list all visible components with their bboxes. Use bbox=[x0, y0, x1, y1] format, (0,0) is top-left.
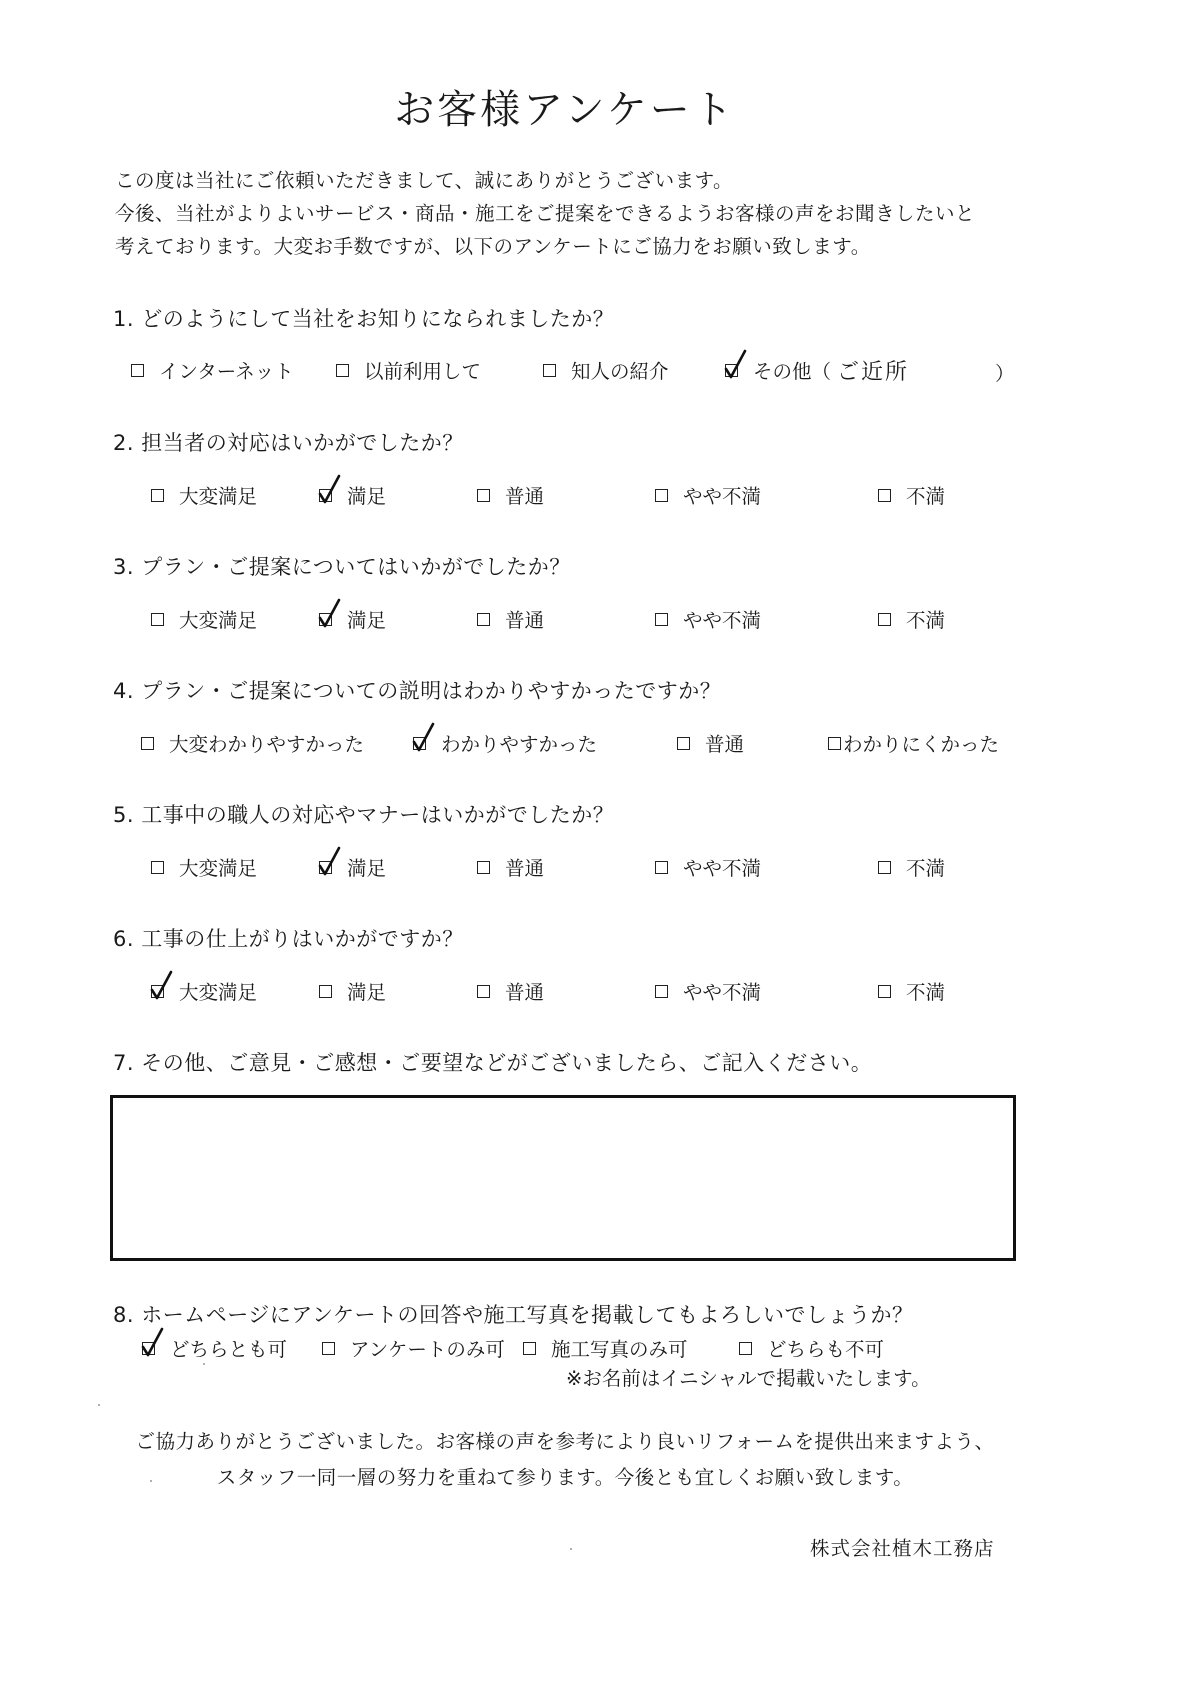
q6-option-very-satisfied[interactable]: 大変満足 bbox=[151, 976, 257, 1006]
checkbox[interactable] bbox=[878, 861, 891, 874]
q1-option-other[interactable]: その他（ ご近所 bbox=[725, 355, 909, 385]
scan-speck bbox=[150, 1480, 152, 1482]
q4-option-clear[interactable]: わかりやすかった bbox=[413, 728, 597, 758]
check-mark-icon bbox=[149, 970, 175, 1002]
checkbox[interactable] bbox=[336, 364, 349, 377]
page-title: お客様アンケート bbox=[394, 87, 736, 133]
check-mark-icon bbox=[723, 349, 749, 381]
question-8: 8. ホームページにアンケートの回答や施工写真を掲載してもよろしいでしょうか？ bbox=[113, 1303, 914, 1327]
checkbox-checked[interactable] bbox=[319, 613, 332, 626]
check-mark-icon bbox=[317, 598, 343, 630]
checkbox-checked[interactable] bbox=[319, 489, 332, 502]
checkbox[interactable] bbox=[878, 985, 891, 998]
question-6: 6. 工事の仕上がりはいかがですか？ bbox=[113, 927, 464, 951]
q6-option-satisfied[interactable]: 満足 bbox=[319, 976, 386, 1006]
checkbox-checked[interactable] bbox=[413, 737, 426, 750]
checkbox-checked[interactable] bbox=[142, 1342, 155, 1355]
checkbox[interactable] bbox=[543, 364, 556, 377]
checkbox[interactable] bbox=[655, 613, 668, 626]
q1-option-previous[interactable]: 以前利用して bbox=[336, 355, 481, 385]
q3-option-satisfied[interactable]: 満足 bbox=[319, 604, 386, 634]
scan-speck bbox=[98, 1404, 100, 1406]
question-1: 1. どのようにして当社をお知りになられましたか？ bbox=[113, 307, 615, 331]
checkbox[interactable] bbox=[322, 1342, 335, 1355]
checkbox[interactable] bbox=[477, 985, 490, 998]
check-mark-icon bbox=[317, 474, 343, 506]
scan-speck bbox=[570, 1548, 572, 1550]
checkbox[interactable] bbox=[319, 985, 332, 998]
intro-text bbox=[115, 164, 1055, 263]
checkbox[interactable] bbox=[655, 861, 668, 874]
checkbox[interactable] bbox=[655, 489, 668, 502]
q5-option-satisfied[interactable]: 満足 bbox=[319, 852, 386, 882]
checkbox[interactable] bbox=[677, 737, 690, 750]
check-mark-icon bbox=[317, 846, 343, 878]
checkbox[interactable] bbox=[828, 737, 841, 750]
question-2: 2. 担当者の対応はいかがでしたか？ bbox=[113, 431, 464, 455]
checkbox[interactable] bbox=[739, 1342, 752, 1355]
intro-line: この度は当社にご依頼いただきまして、誠にありがとうございます。 bbox=[115, 169, 734, 192]
closing-text bbox=[0, 1424, 1130, 1496]
q8-option-neither[interactable]: どちらも不可 bbox=[739, 1333, 884, 1363]
q3-option-dissatisfied[interactable]: 不満 bbox=[878, 604, 945, 634]
comment-textarea[interactable] bbox=[110, 1095, 1016, 1261]
q4-option-very-clear[interactable]: 大変わかりやすかった bbox=[141, 728, 364, 758]
question-3: 3. プラン・ご提案についてはいかがでしたか？ bbox=[113, 555, 571, 579]
q2-option-dissatisfied[interactable]: 不満 bbox=[878, 480, 945, 510]
q3-option-normal[interactable]: 普通 bbox=[477, 604, 544, 634]
checkbox-checked[interactable] bbox=[151, 985, 164, 998]
closing-line: ご協力ありがとうございました。お客様の声を参考により良いリフォームを提供出来ますよう、 bbox=[135, 1430, 995, 1453]
paren-close: ） bbox=[995, 362, 1015, 385]
q2-option-normal[interactable]: 普通 bbox=[477, 480, 544, 510]
check-mark-icon bbox=[140, 1327, 166, 1359]
q8-option-photo-only[interactable]: 施工写真のみ可 bbox=[523, 1333, 688, 1363]
scan-speck bbox=[203, 1363, 205, 1365]
q8-option-both-ok[interactable]: どちらとも可 bbox=[142, 1333, 287, 1363]
q5-option-normal[interactable]: 普通 bbox=[477, 852, 544, 882]
question-7: 7. その他、ご意見・ご感想・ご要望などがございましたら、ご記入ください。 bbox=[113, 1051, 873, 1075]
checkbox[interactable] bbox=[655, 985, 668, 998]
check-mark-icon bbox=[411, 722, 437, 754]
q3-option-very-satisfied[interactable]: 大変満足 bbox=[151, 604, 257, 634]
q2-option-very-satisfied[interactable]: 大変満足 bbox=[151, 480, 257, 510]
q8-option-survey-only[interactable]: アンケートのみ可 bbox=[322, 1333, 505, 1363]
checkbox-checked[interactable] bbox=[319, 861, 332, 874]
company-name: 株式会社植木工務店 bbox=[810, 1537, 995, 1560]
q2-option-satisfied[interactable]: 満足 bbox=[319, 480, 386, 510]
checkbox[interactable] bbox=[523, 1342, 536, 1355]
checkbox[interactable] bbox=[131, 364, 144, 377]
checkbox[interactable] bbox=[878, 613, 891, 626]
q2-option-somewhat-dissatisfied[interactable]: やや不満 bbox=[655, 480, 761, 510]
q1-option-referral[interactable]: 知人の紹介 bbox=[543, 355, 669, 385]
checkbox[interactable] bbox=[878, 489, 891, 502]
q3-option-somewhat-dissatisfied[interactable]: やや不満 bbox=[655, 604, 761, 634]
closing-line: スタッフ一同一層の努力を重ねて参ります。今後とも宜しくお願い致します。 bbox=[216, 1466, 914, 1489]
q5-option-dissatisfied[interactable]: 不満 bbox=[878, 852, 945, 882]
initials-note: ※お名前はイニシャルで掲載いたします。 bbox=[566, 1367, 931, 1390]
question-5: 5. 工事中の職人の対応やマナーはいかがでしたか？ bbox=[113, 803, 615, 827]
intro-line: 考えております。大変お手数ですが、以下のアンケートにご協力をお願い致します。 bbox=[115, 235, 871, 258]
checkbox[interactable] bbox=[477, 489, 490, 502]
q5-option-somewhat-dissatisfied[interactable]: やや不満 bbox=[655, 852, 761, 882]
checkbox[interactable] bbox=[141, 737, 154, 750]
q4-option-unclear[interactable]: わかりにくかった bbox=[828, 728, 999, 758]
q6-option-normal[interactable]: 普通 bbox=[477, 976, 544, 1006]
checkbox[interactable] bbox=[477, 861, 490, 874]
checkbox[interactable] bbox=[151, 489, 164, 502]
q5-option-very-satisfied[interactable]: 大変満足 bbox=[151, 852, 257, 882]
question-4: 4. プラン・ご提案についての説明はわかりやすかったですか？ bbox=[113, 679, 722, 703]
checkbox[interactable] bbox=[151, 861, 164, 874]
intro-line: 今後、当社がよりよいサービス・商品・施工をご提案をできるようお客様の声をお聞きしたいと bbox=[115, 202, 976, 225]
q6-option-somewhat-dissatisfied[interactable]: やや不満 bbox=[655, 976, 761, 1006]
q6-option-dissatisfied[interactable]: 不満 bbox=[878, 976, 945, 1006]
checkbox[interactable] bbox=[477, 613, 490, 626]
handwritten-other-answer: ご近所 bbox=[837, 359, 910, 385]
checkbox-checked[interactable] bbox=[725, 364, 738, 377]
checkbox[interactable] bbox=[151, 613, 164, 626]
q4-option-normal[interactable]: 普通 bbox=[677, 728, 744, 758]
q1-option-internet[interactable]: インターネット bbox=[131, 355, 294, 385]
